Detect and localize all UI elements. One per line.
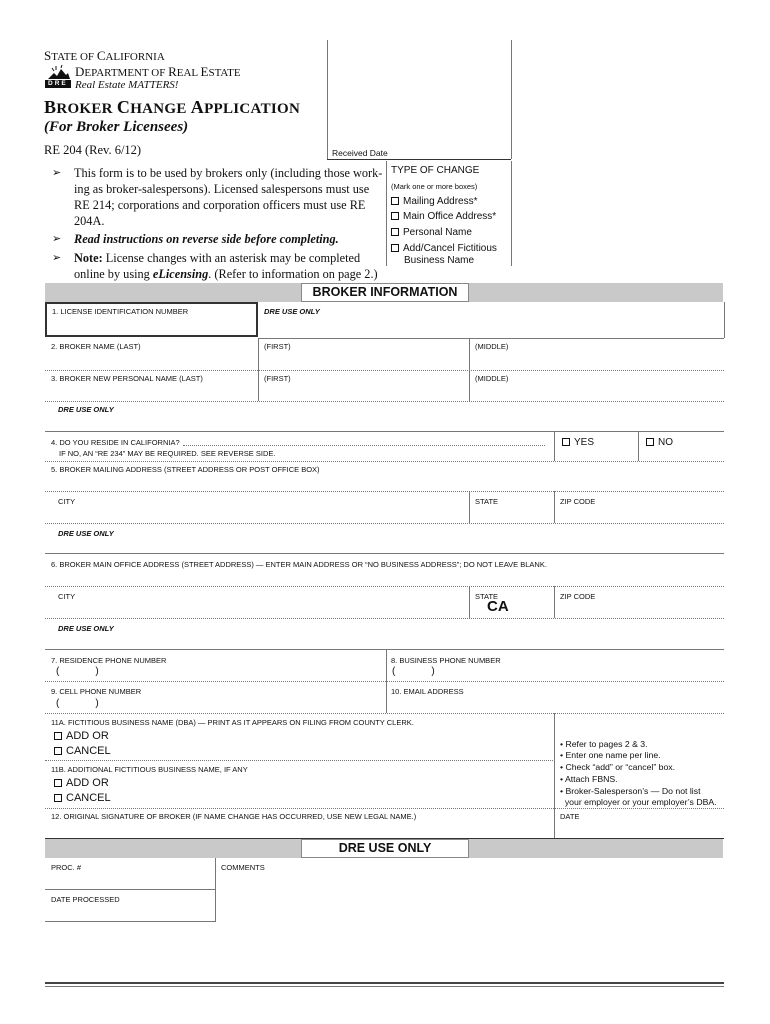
mailing-city-label: CITY: [58, 497, 76, 506]
business-phone-label: 8. BUSINESS PHONE NUMBER: [391, 656, 501, 665]
proc-number-label: PROC. #: [51, 863, 82, 872]
office-city-input[interactable]: [46, 602, 467, 617]
office-city-label: CITY: [58, 592, 76, 601]
broker-last-name-label: 2. BROKER NAME (LAST): [51, 342, 141, 351]
email-address-input[interactable]: [388, 697, 722, 712]
dre-use-only-title: DRE USE ONLY: [301, 839, 469, 858]
additional-cancel-option[interactable]: CANCEL: [54, 792, 111, 804]
mailing-state-label: STATE: [475, 497, 499, 506]
residence-phone-input[interactable]: ( ): [56, 666, 99, 677]
divider: [638, 431, 639, 461]
cell-phone-input[interactable]: ( ): [56, 698, 99, 709]
main-office-address-label: 6. BROKER MAIN OFFICE ADDRESS (STREET ADDRESS) — ENTER MAIN ADDRESS OR “NO BUSINESS ADDRESS”; DO NOT LEAVE BLANK.: [51, 560, 547, 569]
office-zip-input[interactable]: [556, 602, 723, 617]
note-item: • Attach FBNS.: [560, 773, 618, 784]
checkbox[interactable]: [54, 779, 62, 787]
dre-logo: [44, 63, 72, 89]
bullet-arrow-icon: ➢: [52, 166, 62, 179]
divider: [45, 461, 724, 462]
divider: [215, 858, 216, 922]
divider: [45, 760, 555, 761]
note-item: • Broker-Salesperson’s — Do not list: [560, 785, 701, 796]
broker-first-name-label: (FIRST): [264, 342, 291, 351]
checkbox[interactable]: [391, 244, 399, 252]
divider: [45, 889, 215, 890]
option-add-cancel-fictitious[interactable]: Add/Cancel Fictitious Business Name: [391, 243, 497, 267]
divider: [724, 302, 725, 338]
mailing-zip-label: ZIP CODE: [560, 497, 596, 506]
divider: [469, 338, 470, 370]
no-option[interactable]: NO: [646, 437, 673, 448]
note-item: • Check “add” or “cancel” box.: [560, 762, 676, 773]
instruction-3: Note: License changes with an asterisk may be completed online by using eLicensing. (Refer to information on page 2.): [74, 251, 378, 281]
new-middle-name-label: (MIDDLE): [475, 374, 509, 383]
reside-in-california-label: 4. DO YOU RESIDE IN CALIFORNIA?: [51, 438, 180, 447]
broker-information-title: BROKER INFORMATION: [301, 283, 469, 302]
bullet-arrow-icon: ➢: [52, 251, 62, 264]
divider: [45, 401, 724, 402]
broker-first-name-input[interactable]: [260, 352, 467, 368]
divider: [45, 370, 724, 371]
received-date-label: Received Date: [332, 148, 388, 158]
divider: [45, 649, 724, 650]
option-mailing-address[interactable]: Mailing Address*: [391, 196, 477, 207]
date-processed-label: DATE PROCESSED: [51, 895, 120, 904]
checkbox[interactable]: [391, 228, 399, 236]
type-of-change-hint: (Mark one or more boxes): [391, 182, 478, 191]
dre-use-only-label: DRE USE ONLY: [264, 307, 320, 316]
divider: [554, 586, 555, 618]
bottom-rule-thin: [45, 986, 724, 987]
divider: [45, 431, 724, 432]
note-item: your employer or your employer’s DBA.: [560, 797, 717, 808]
bullet-arrow-icon: ➢: [52, 232, 62, 245]
instruction-1: This form is to be used by brokers only (including those work- ing as broker-salespersons). Licensed salespersons must use RE 214; corporations and corporation officers must use RE 204A.: [74, 166, 383, 228]
signature-label: 12. ORIGINAL SIGNATURE OF BROKER (IF NAME CHANGE HAS OCCURRED, USE NEW LEGAL NAME.): [51, 812, 417, 821]
checkbox[interactable]: [54, 747, 62, 755]
divider: [45, 553, 724, 554]
checkbox[interactable]: [391, 212, 399, 220]
checkbox[interactable]: [391, 197, 399, 205]
fictitious-cancel-option[interactable]: CANCEL: [54, 745, 111, 757]
divider: [45, 921, 215, 922]
new-first-name-input[interactable]: [260, 384, 467, 400]
divider: [258, 338, 724, 339]
new-middle-name-input[interactable]: [471, 384, 723, 400]
mailing-address-label: 5. BROKER MAILING ADDRESS (STREET ADDRESS OR POST OFFICE BOX): [51, 465, 320, 474]
received-date-underline: [327, 159, 511, 160]
note-item: • Enter one name per line.: [560, 750, 661, 761]
checkbox[interactable]: [646, 438, 654, 446]
fictitious-name-label: 11A. FICTITIOUS BUSINESS NAME (DBA) — PRINT AS IT APPEARS ON FILING FROM COUNTY CLERK.: [51, 718, 414, 727]
fictitious-name-input[interactable]: [140, 730, 550, 758]
office-state-label: STATE: [475, 592, 499, 601]
signature-date-label: DATE: [560, 812, 580, 821]
option-main-office-address[interactable]: Main Office Address*: [391, 211, 496, 222]
type-of-change-left-border: [386, 161, 387, 266]
divider: [45, 491, 724, 492]
logo-text: DRE: [48, 80, 68, 87]
note-item: • Refer to pages 2 & 3.: [560, 738, 648, 749]
divider: [554, 713, 555, 838]
license-id-label: 1. LICENSE IDENTIFICATION NUMBER: [52, 307, 189, 316]
form-number: RE 204 (Rev. 6/12): [44, 143, 142, 157]
broker-middle-name-input[interactable]: [471, 352, 723, 368]
bottom-rule: [45, 982, 724, 984]
divider: [469, 370, 470, 401]
agency-name: STATE OF CALIFORNIA: [44, 48, 165, 63]
fictitious-add-option[interactable]: ADD OR: [54, 730, 109, 742]
reside-note: IF NO, AN “RE 234” MAY BE REQUIRED. SEE REVERSE SIDE.: [59, 449, 276, 458]
department-name: DEPARTMENT OF REAL ESTATE: [75, 64, 241, 79]
new-last-name-input[interactable]: [46, 384, 256, 400]
divider: [554, 431, 555, 461]
dre-use-only-label: DRE USE ONLY: [58, 624, 114, 633]
leader-dots: [183, 445, 545, 446]
checkbox[interactable]: [562, 438, 570, 446]
divider: [258, 370, 259, 401]
divider: [45, 523, 724, 524]
divider: [258, 338, 259, 370]
additional-fictitious-name-label: 11B. ADDITIONAL FICTITIOUS BUSINESS NAME, IF ANY: [51, 765, 248, 774]
dre-use-only-label: DRE USE ONLY: [58, 529, 114, 538]
divider: [469, 491, 470, 523]
mailing-address-input[interactable]: [46, 475, 723, 490]
type-of-change-right-border: [511, 161, 512, 266]
comments-area[interactable]: [217, 873, 722, 973]
received-date-right-border: [511, 40, 512, 159]
cell-phone-label: 9. CELL PHONE NUMBER: [51, 687, 142, 696]
instruction-2: Read instructions on reverse side before completing.: [74, 232, 339, 246]
new-last-name-label: 3. BROKER NEW PERSONAL NAME (LAST): [51, 374, 203, 383]
yes-option[interactable]: YES: [562, 437, 594, 448]
mailing-city-input[interactable]: [46, 507, 467, 522]
residence-phone-label: 7. RESIDENCE PHONE NUMBER: [51, 656, 167, 665]
broker-last-name-input[interactable]: [46, 352, 256, 368]
divider: [469, 586, 470, 618]
office-zip-label: ZIP CODE: [560, 592, 596, 601]
divider: [45, 713, 724, 714]
divider: [45, 618, 724, 619]
tagline: Real Estate MATTERS!: [75, 79, 179, 91]
email-address-label: 10. EMAIL ADDRESS: [391, 687, 464, 696]
form-subtitle: (For Broker Licensees): [44, 119, 189, 135]
signature-date-input[interactable]: [556, 822, 723, 837]
comments-label: COMMENTS: [221, 863, 265, 872]
divider: [45, 681, 724, 682]
additional-add-option[interactable]: ADD OR: [54, 777, 109, 789]
form-title: BROKER CHANGE APPLICATION: [44, 97, 301, 117]
mailing-zip-input[interactable]: [556, 507, 723, 522]
additional-fictitious-name-input[interactable]: [140, 777, 550, 805]
checkbox[interactable]: [54, 732, 62, 740]
type-of-change-title: TYPE OF CHANGE: [391, 165, 480, 176]
broker-middle-name-label: (MIDDLE): [475, 342, 509, 351]
new-first-name-label: (FIRST): [264, 374, 291, 383]
divider: [554, 491, 555, 523]
mailing-state-input[interactable]: [471, 507, 553, 522]
divider: [45, 808, 724, 809]
main-office-address-input[interactable]: [46, 570, 723, 585]
business-phone-input[interactable]: ( ): [392, 666, 435, 677]
checkbox[interactable]: [54, 794, 62, 802]
signature-field[interactable]: [46, 822, 552, 837]
option-personal-name[interactable]: Personal Name: [391, 227, 472, 238]
fictitious-name-notes: [560, 727, 717, 821]
office-state-value[interactable]: CA: [487, 598, 509, 615]
received-date-stamp-area[interactable]: [328, 40, 511, 144]
dre-use-only-label: DRE USE ONLY: [58, 405, 114, 414]
divider: [45, 586, 724, 587]
